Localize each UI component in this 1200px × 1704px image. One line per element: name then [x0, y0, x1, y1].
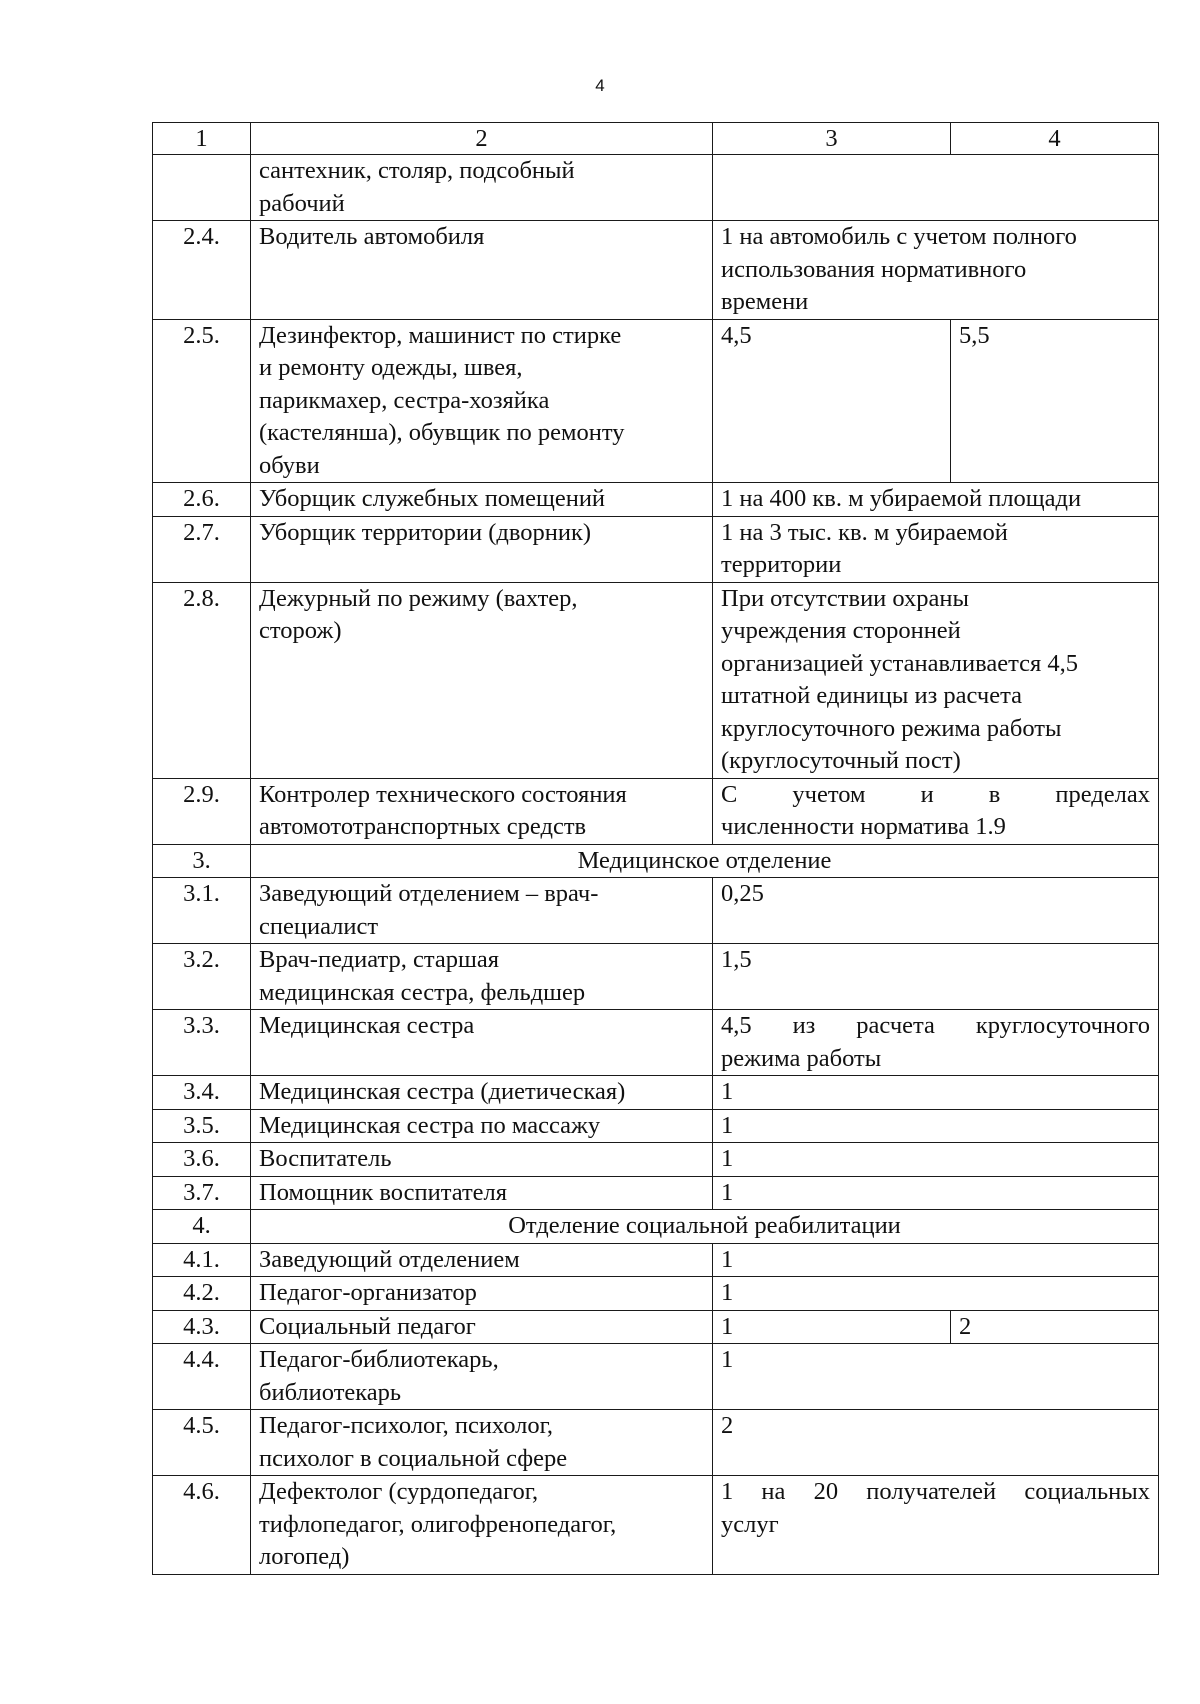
row-number: 2.7. [153, 516, 251, 582]
norm-value [713, 319, 951, 483]
norm-value [713, 221, 1159, 320]
position-title [251, 221, 713, 320]
cell-line: (кастелянша), обувщик по ремонту [259, 419, 625, 446]
cell-line: режима работы [721, 1044, 882, 1072]
row-number [153, 155, 251, 221]
position-title [251, 1010, 713, 1076]
cell-line: Контролер технического состояния [259, 780, 627, 808]
row-number: 3. [153, 844, 251, 878]
position-title [251, 1476, 713, 1575]
cell-line: Уборщик территории (дворник) [259, 518, 592, 546]
table-row [153, 1310, 1159, 1344]
cell-line: круглосуточного режима работы [721, 714, 1062, 742]
position-title [251, 1176, 713, 1210]
norm-value [713, 1076, 1159, 1110]
position-title [251, 582, 713, 778]
cell-line: использования нормативного [721, 255, 1027, 283]
cell-line: 1 [721, 1145, 734, 1172]
position-title [251, 778, 713, 844]
row-number: 4.5. [153, 1410, 251, 1476]
section-row [153, 1210, 1159, 1244]
norm-value-col4 [951, 319, 1159, 483]
cell-line: 1 [721, 1312, 734, 1340]
row-number: 3.1. [153, 878, 251, 944]
norm-value [713, 1476, 1159, 1575]
norm-value [713, 1243, 1159, 1277]
cell-line: обуви [259, 451, 320, 479]
cell-line: 1 [721, 1245, 734, 1273]
cell-line: 1,5 [721, 946, 752, 973]
row-number: 4.1. [153, 1243, 251, 1277]
row-number: 4.6. [153, 1476, 251, 1575]
cell-line: 1 [721, 1078, 734, 1105]
cell-line: библиотекарь [259, 1378, 402, 1406]
header-cell-2: 2 [251, 123, 713, 155]
row-number: 4. [153, 1210, 251, 1244]
position-title [251, 319, 713, 483]
table-row [153, 516, 1159, 582]
table-row [153, 319, 1159, 483]
cell-line: медицинская сестра, фельдшер [259, 978, 586, 1006]
cell-line: 0,25 [721, 880, 764, 907]
position-title [251, 516, 713, 582]
table-row [153, 155, 1159, 221]
cell-line: Врач-педиатр, старшая [259, 946, 499, 973]
position-title [251, 483, 713, 517]
cell-line: Водитель автомобиля [259, 223, 485, 250]
norm-value [713, 1277, 1159, 1311]
cell-line: организацией устанавливается 4,5 [721, 649, 1078, 677]
cell-line: штатной единицы из расчета [721, 682, 1022, 709]
position-title [251, 1109, 713, 1143]
norm-value [713, 1109, 1159, 1143]
position-title [251, 1310, 713, 1344]
row-number: 3.4. [153, 1076, 251, 1110]
cell-line: (круглосуточный пост) [721, 747, 961, 774]
cell-line: 2 [721, 1412, 734, 1439]
cell-line: Дефектолог (сурдопедагог, [259, 1478, 539, 1505]
cell-line: 1 [721, 1178, 734, 1206]
norm-value [713, 1176, 1159, 1210]
cell-line: сторож) [259, 617, 342, 644]
position-title [251, 878, 713, 944]
page-number: 4 [595, 76, 605, 95]
table-row [153, 483, 1159, 517]
cell-line: 1 на автомобиль с учетом полного [721, 223, 1077, 250]
table-row [153, 221, 1159, 320]
cell-line: и ремонту одежды, швея, [259, 354, 523, 381]
norm-value [713, 582, 1159, 778]
table-row [153, 1143, 1159, 1177]
row-number: 2.9. [153, 778, 251, 844]
norm-value [713, 944, 1159, 1010]
norm-value [713, 516, 1159, 582]
cell-line: парикмахер, сестра-хозяйка [259, 386, 550, 414]
position-title [251, 1277, 713, 1311]
cell-line: Медицинская сестра [259, 1012, 475, 1039]
staffing-norms-table [152, 122, 1159, 1575]
section-title: Медицинское отделение [251, 844, 1159, 878]
table-row [153, 778, 1159, 844]
table-row [153, 582, 1159, 778]
cell-line: тифлопедагог, олигофренопедагог, [259, 1510, 617, 1538]
cell-line: психолог в социальной сфере [259, 1444, 568, 1472]
cell-line: услуг [721, 1510, 779, 1538]
cell-line: Помощник воспитателя [259, 1178, 508, 1206]
cell-line: Педагог-организатор [259, 1279, 477, 1306]
table-row [153, 878, 1159, 944]
cell-line: учреждения сторонней [721, 617, 961, 644]
cell-line: автомототранспортных средств [259, 813, 587, 840]
cell-line: Дезинфектор, машинист по стирке [259, 321, 622, 349]
table-row [153, 1010, 1159, 1076]
table-row [153, 1076, 1159, 1110]
table-row [153, 1277, 1159, 1311]
norm-value [713, 878, 1159, 944]
cell-line: сантехник, столяр, подсобный [259, 157, 575, 184]
row-number: 3.7. [153, 1176, 251, 1210]
position-title [251, 1243, 713, 1277]
table-body [153, 123, 1159, 1575]
row-number: 4.3. [153, 1310, 251, 1344]
cell-line: Воспитатель [259, 1145, 392, 1172]
row-number: 2.5. [153, 319, 251, 483]
norm-value [713, 155, 1159, 221]
row-number: 4.2. [153, 1277, 251, 1311]
table-row [153, 1344, 1159, 1410]
cell-line: логопед) [259, 1543, 350, 1570]
norm-value [713, 1010, 1159, 1076]
header-row [153, 123, 1159, 155]
table-row [153, 1476, 1159, 1575]
table-row [153, 1410, 1159, 1476]
cell-line: 1 [721, 1111, 734, 1139]
cell-line: Дежурный по режиму (вахтер, [259, 584, 578, 612]
position-title [251, 1344, 713, 1410]
header-cell-1: 1 [153, 123, 251, 155]
cell-line: Педагог-библиотекарь, [259, 1346, 499, 1373]
header-cell-3: 3 [713, 123, 951, 155]
cell-line: Заведующий отделением – врач- [259, 880, 599, 907]
norm-value [713, 483, 1159, 517]
norm-value [713, 1143, 1159, 1177]
row-number: 2.4. [153, 221, 251, 320]
cell-line: 4,5 [721, 321, 752, 349]
cell-line: Медицинская сестра (диетическая) [259, 1078, 626, 1105]
table-row [153, 944, 1159, 1010]
row-number: 2.8. [153, 582, 251, 778]
cell-line: Социальный педагог [259, 1312, 476, 1340]
norm-value [713, 778, 1159, 844]
row-number: 3.3. [153, 1010, 251, 1076]
norm-value [713, 1310, 951, 1344]
row-number: 2.6. [153, 483, 251, 517]
position-title [251, 155, 713, 221]
row-number: 3.2. [153, 944, 251, 1010]
position-title [251, 1410, 713, 1476]
section-title: Отделение социальной реабилитации [251, 1210, 1159, 1244]
cell-line: Педагог-психолог, психолог, [259, 1412, 554, 1439]
cell-line: 5,5 [959, 321, 990, 349]
cell-line: При отсутствии охраны [721, 584, 970, 612]
cell-line: времени [721, 288, 809, 315]
norm-value-col4 [951, 1310, 1159, 1344]
norm-value [713, 1410, 1159, 1476]
cell-line: 1 на 3 тыс. кв. м убираемой [721, 518, 1008, 546]
norm-value [713, 1344, 1159, 1410]
position-title [251, 1143, 713, 1177]
position-title [251, 944, 713, 1010]
table-row [153, 1109, 1159, 1143]
cell-line: 1 на 400 кв. м убираемой площади [721, 485, 1082, 512]
cell-line: численности норматива 1.9 [721, 813, 1006, 840]
cell-line: 1 [721, 1346, 734, 1373]
cell-line: 2 [959, 1312, 972, 1340]
cell-line: С учетом и в пределах [721, 780, 1150, 808]
cell-line: Уборщик служебных помещений [259, 485, 606, 512]
table-row [153, 1243, 1159, 1277]
cell-line: Медицинская сестра по массажу [259, 1111, 601, 1139]
cell-line: специалист [259, 912, 379, 940]
header-cell-4: 4 [951, 123, 1159, 155]
cell-line: 4,5 из расчета круглосуточного [721, 1012, 1150, 1039]
table-row [153, 1176, 1159, 1210]
section-row [153, 844, 1159, 878]
cell-line: территории [721, 551, 842, 578]
row-number: 3.6. [153, 1143, 251, 1177]
cell-line: Заведующий отделением [259, 1245, 520, 1273]
position-title [251, 1076, 713, 1110]
cell-line: рабочий [259, 189, 345, 217]
cell-line: 1 [721, 1279, 734, 1306]
row-number: 4.4. [153, 1344, 251, 1410]
cell-line: 1 на 20 получателей социальных [721, 1478, 1150, 1505]
row-number: 3.5. [153, 1109, 251, 1143]
